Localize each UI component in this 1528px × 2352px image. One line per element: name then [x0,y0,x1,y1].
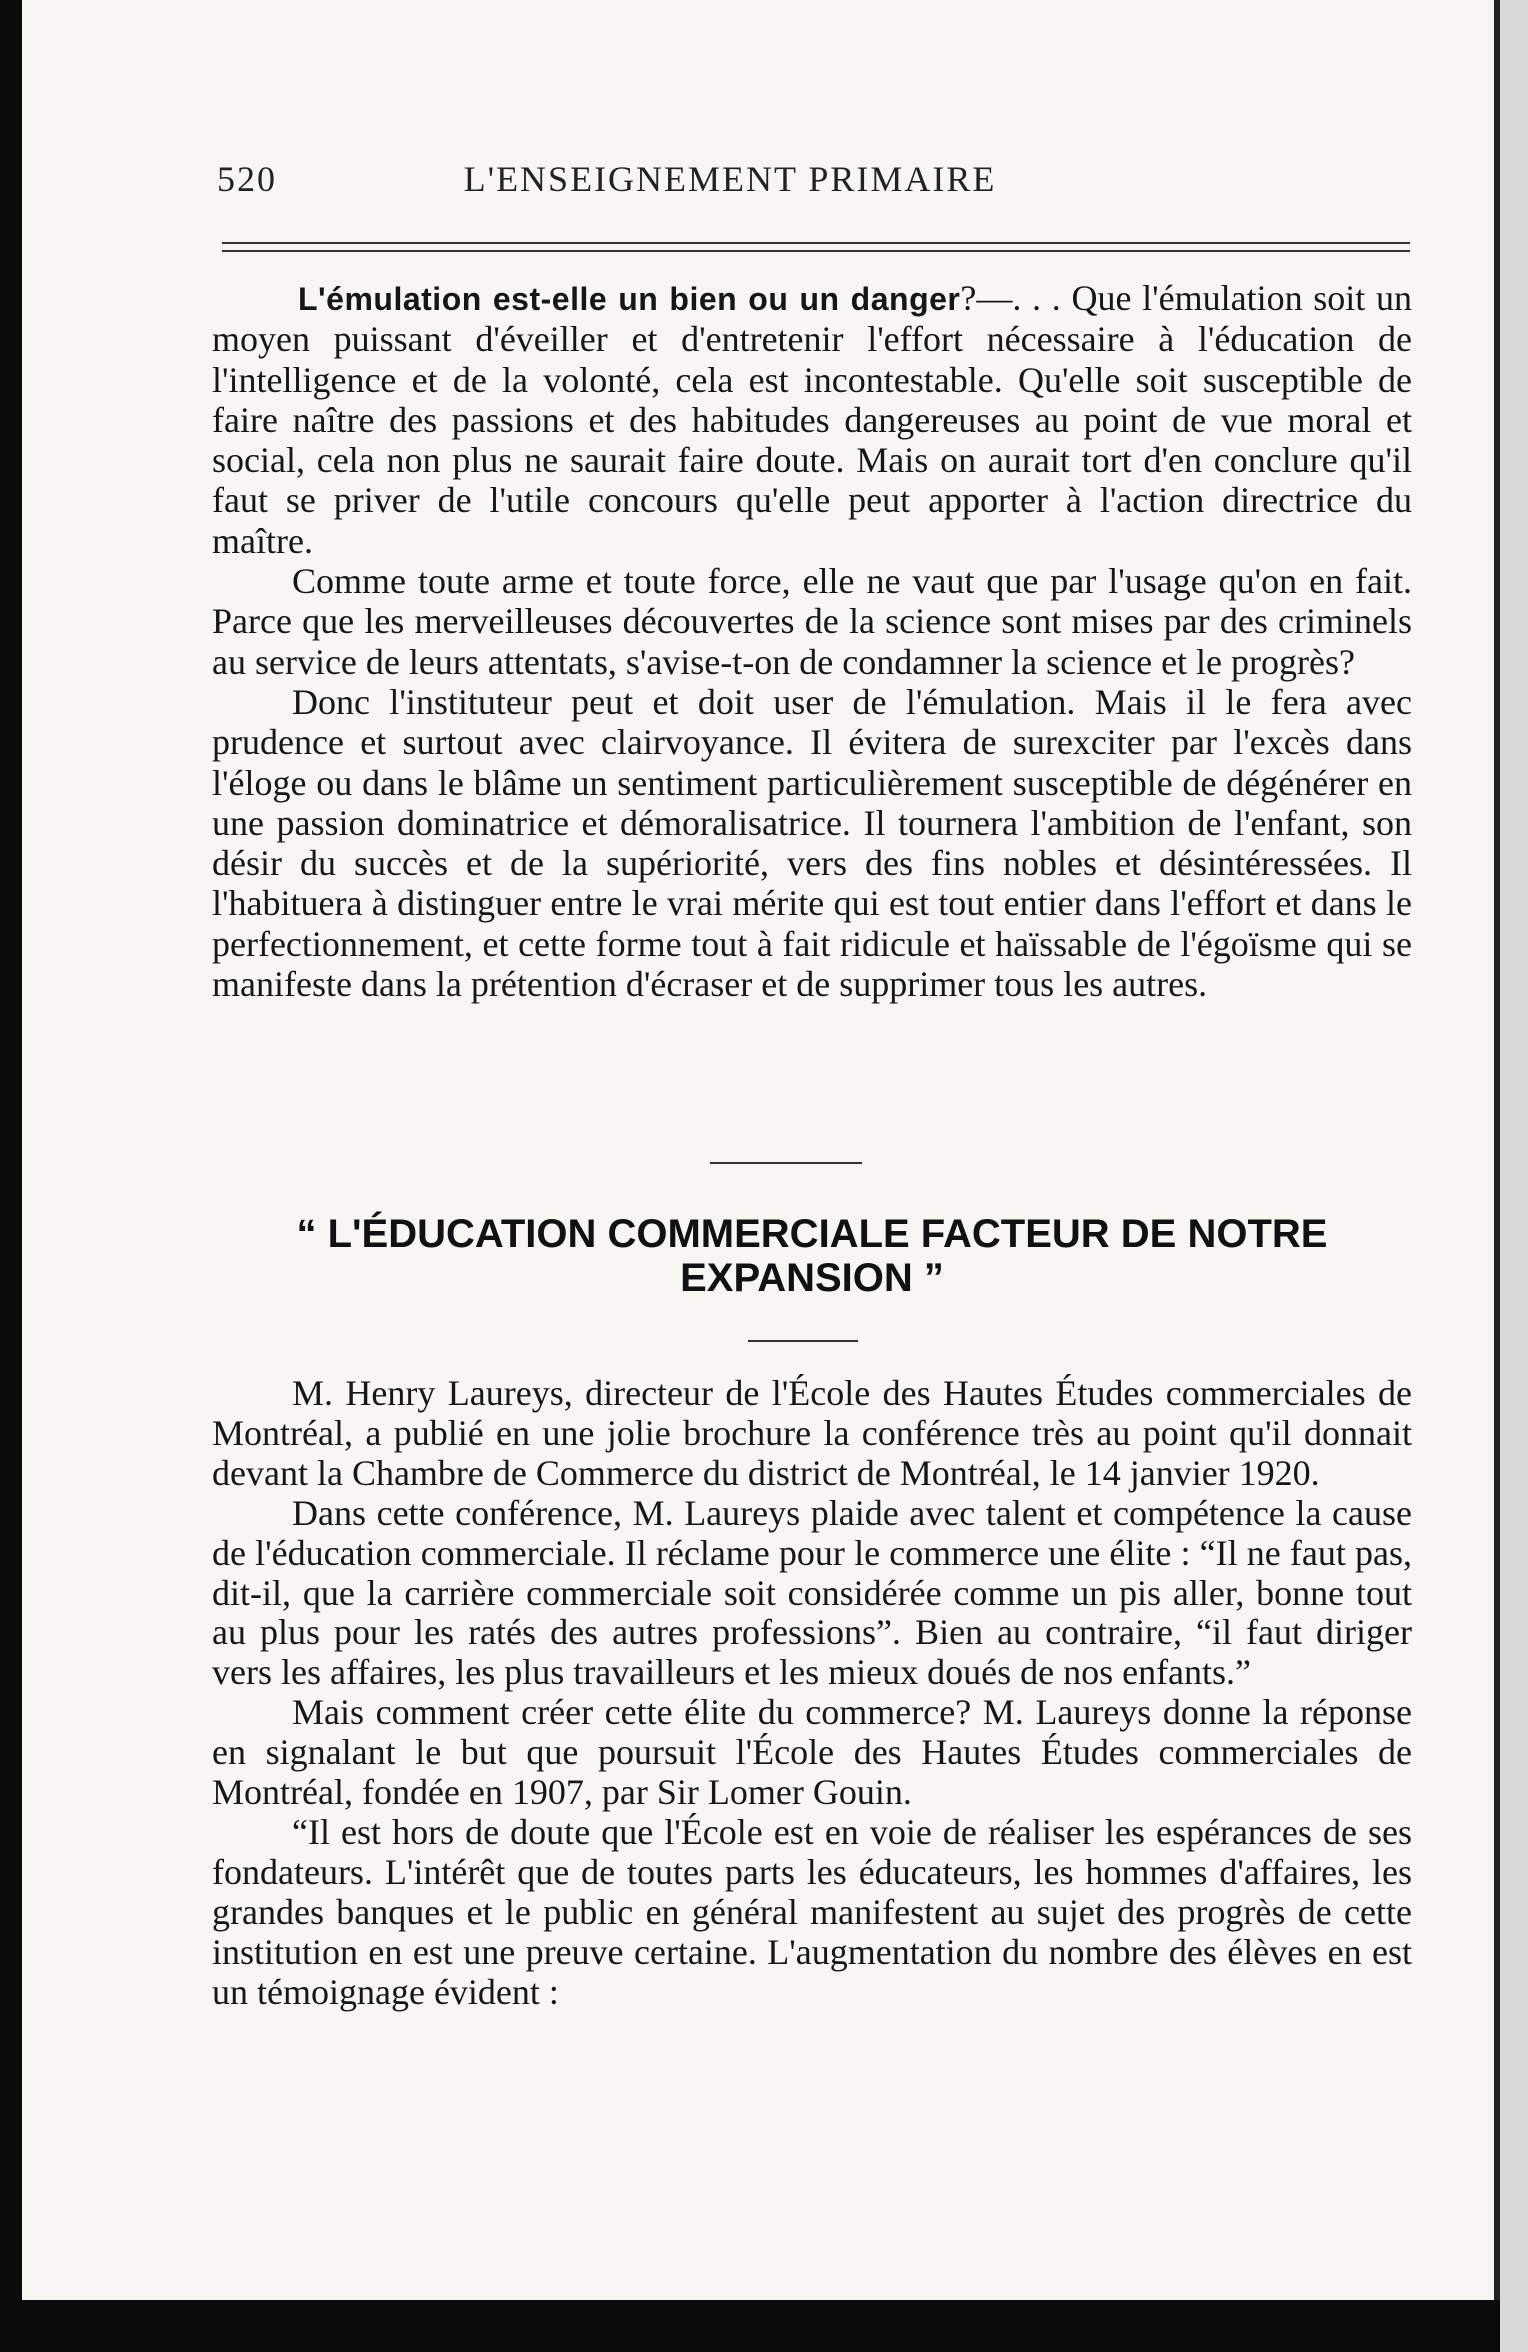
paragraph: “Il est hors de doute que l'École est en voie de réaliser les espérances de ses fondateurs. L'intérêt que de toutes parts les éducateurs, les hommes d'affaires, les grandes banques et le public en général manifestent au sujet des progrès de cette institution en est une preuve certaine. L'augmentation du nombre des élèves en est un témoignage évident : [212,1811,1412,2012]
article-emulation [212,278,1412,1004]
page-edge-strip [1500,0,1528,2352]
paragraph [212,278,1412,561]
section-separator [710,1162,862,1164]
header-rule-top [222,242,1410,244]
paragraph: Mais comment créer cette élite du commerce? M. Laureys donne la réponse en signalant le but que poursuit l'École des Hautes Études commerciales de Montréal, fondée en 1907, par Sir Lomer Gouin. [212,1692,1412,1813]
paragraph-text: ?—. . . Que l'émulation soit un moyen puissant d'éveiller et d'entretenir l'effort nécessaire à l'éducation de l'intelligence et de la volonté, cela est incontestable. Qu'elle soit susceptible de faire naître des passions et des habitudes dangereuses au point de vue moral et social, cela non plus ne saurait faire doute. Mais on aurait tort d'en conclure qu'il faut se priver de l'utile concours qu'elle peut apporter à l'action directrice du maître. [212,278,1413,561]
paragraph: Comme toute arme et toute force, elle ne vaut que par l'usage qu'on en fait. Parce que les merveilleuses découvertes de la science sont mises par des criminels au service de leurs attentats, s'avise-t-on de condamner la science et le progrès? [212,561,1412,682]
article-education-commerciale [212,1374,1412,2013]
section-heading-line: “ L'ÉDUCATION COMMERCIALE FACTEUR DE NOTRE [296,1212,1328,1256]
paragraph: Dans cette conférence, M. Laureys plaide avec talent et compétence la cause de l'éducation commerciale. Il réclame pour le commerce une élite : “Il ne faut pas, dit-il, que la carrière commerciale soit considérée comme un pis aller, bonne tout au plus pour les ratés des autres professions”. Bien au contraire, “il faut diriger vers les affaires, les plus travailleurs et les mieux doués de nos enfants.” [212,1492,1412,1693]
heading-underline [748,1340,858,1342]
section-heading-line: EXPANSION ” [680,1256,944,1300]
runin-heading: L'émulation est-elle un bien ou un danger [298,281,961,317]
section-heading [212,1212,1412,1300]
header-rule-bottom [222,250,1410,252]
paragraph: Donc l'instituteur peut et doit user de l'émulation. Mais il le fera avec prudence et surtout avec clairvoyance. Il évitera de surexciter par l'excès dans l'éloge ou dans le blâme un sentiment particulièrement susceptible de dégénérer en une passion dominatrice et démoralisatrice. Il tournera l'ambition de l'enfant, son désir du succès et de la supériorité, vers des fins nobles et désintéressées. Il l'habituera à distinguer entre le vrai mérite qui est tout entier dans l'effort et dans le perfectionnement, et cette forme tout à fait ridicule et haïssable de l'égoïsme qui se manifeste dans la prétention d'écraser et de supprimer tous les autres. [212,681,1412,1005]
page-number: 520 [217,159,277,199]
running-title: L'ENSEIGNEMENT PRIMAIRE [463,159,997,199]
paragraph: M. Henry Laureys, directeur de l'École des Hautes Études commerciales de Montréal, a publié en une jolie brochure la conférence très au point qu'il donnait devant la Chambre de Commerce du district de Montréal, le 14 janvier 1920. [212,1373,1412,1493]
